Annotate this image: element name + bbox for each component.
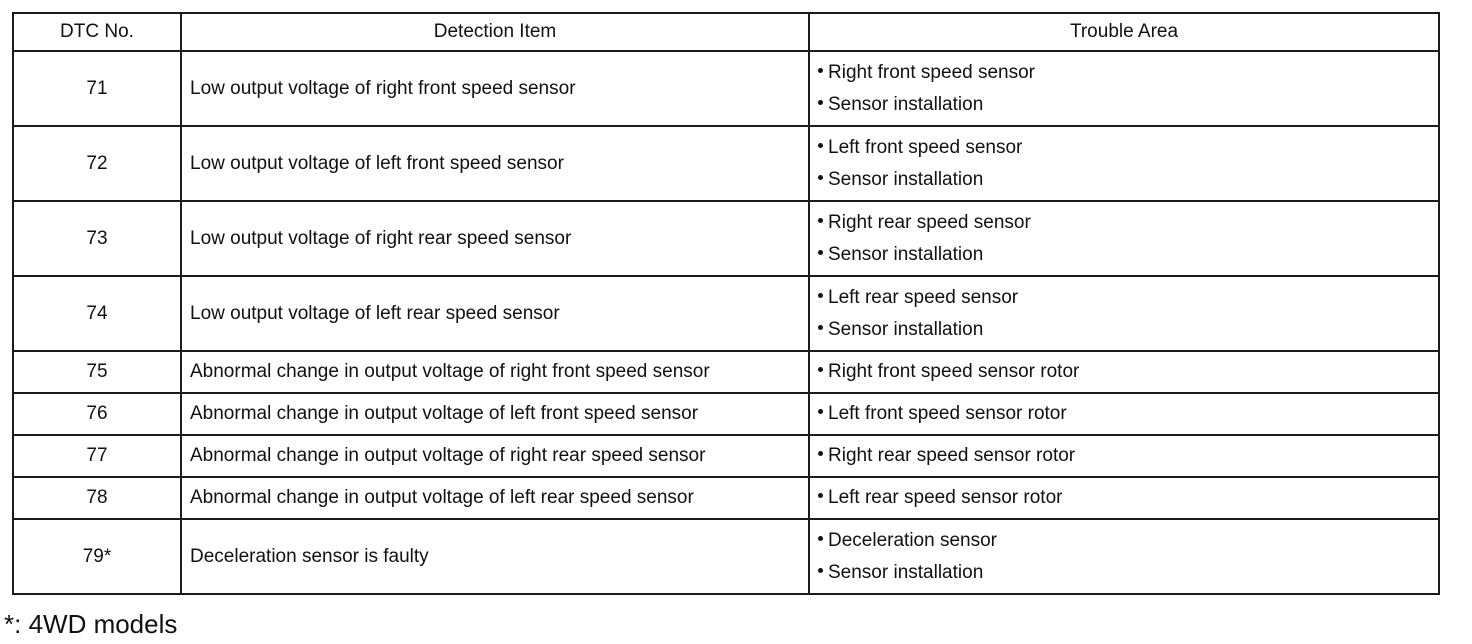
- dtc-code-cell: 75: [13, 351, 181, 393]
- trouble-area-text: Sensor installation: [828, 561, 984, 583]
- detection-item-cell: Low output voltage of right front speed sensor: [181, 51, 809, 126]
- table-row: [13, 126, 1439, 201]
- table-row: [13, 201, 1439, 276]
- detection-item-cell: Abnormal change in output voltage of right rear speed sensor: [181, 435, 809, 477]
- trouble-area-entry: [818, 57, 1430, 89]
- bullet-icon: [818, 68, 823, 73]
- table-row: [13, 351, 1439, 393]
- table-row: [13, 276, 1439, 351]
- bullet-icon: [818, 409, 823, 414]
- trouble-area-text: Left front speed sensor: [828, 136, 1023, 158]
- trouble-area-cell: [809, 276, 1439, 351]
- trouble-area-cell: [809, 201, 1439, 276]
- trouble-area-entry: [818, 314, 1430, 346]
- bullet-icon: [818, 143, 823, 148]
- dtc-code-cell: 73: [13, 201, 181, 276]
- trouble-area-entry: [818, 440, 1430, 472]
- table-row: [13, 477, 1439, 519]
- bullet-icon: [818, 100, 823, 105]
- bullet-icon: [818, 493, 823, 498]
- detection-item-cell: Low output voltage of left front speed sensor: [181, 126, 809, 201]
- trouble-area-entry: [818, 89, 1430, 121]
- trouble-area-entry: [818, 282, 1430, 314]
- bullet-icon: [818, 218, 823, 223]
- bullet-icon: [818, 536, 823, 541]
- table-row: [13, 51, 1439, 126]
- trouble-area-text: Right rear speed sensor rotor: [828, 445, 1076, 466]
- table-header-row: [13, 13, 1439, 51]
- detection-item-cell: Abnormal change in output voltage of left front speed sensor: [181, 393, 809, 435]
- trouble-area-entry: [818, 132, 1430, 164]
- bullet-icon: [818, 367, 823, 372]
- trouble-area-entry: [818, 557, 1430, 589]
- table-row: [13, 393, 1439, 435]
- trouble-area-cell: [809, 351, 1439, 393]
- trouble-area-text: Right front speed sensor: [828, 61, 1036, 83]
- dtc-code-cell: 78: [13, 477, 181, 519]
- trouble-area-text: Right rear speed sensor: [828, 211, 1031, 233]
- bullet-icon: [818, 250, 823, 255]
- trouble-area-entry: [818, 482, 1430, 514]
- trouble-area-text: Right front speed sensor rotor: [828, 361, 1080, 382]
- trouble-area-text: Deceleration sensor: [828, 529, 997, 551]
- table-row: [13, 519, 1439, 594]
- trouble-area-text: Left rear speed sensor rotor: [828, 487, 1063, 508]
- trouble-area-text: Sensor installation: [828, 168, 984, 190]
- dtc-code-cell: 74: [13, 276, 181, 351]
- trouble-area-entry: [818, 356, 1430, 388]
- header-detection-item: Detection Item: [181, 13, 809, 51]
- trouble-area-entry: [818, 164, 1430, 196]
- dtc-code-cell: 76: [13, 393, 181, 435]
- dtc-code-cell: 72: [13, 126, 181, 201]
- dtc-table: [12, 12, 1440, 595]
- bullet-icon: [818, 293, 823, 298]
- detection-item-cell: Low output voltage of left rear speed sensor: [181, 276, 809, 351]
- footnote: *: 4WD models: [4, 609, 178, 639]
- trouble-area-cell: [809, 477, 1439, 519]
- trouble-area-text: Left rear speed sensor: [828, 286, 1019, 308]
- table-row: [13, 435, 1439, 477]
- trouble-area-cell: [809, 435, 1439, 477]
- trouble-area-entry: [818, 207, 1430, 239]
- trouble-area-text: Sensor installation: [828, 243, 984, 265]
- trouble-area-cell: [809, 126, 1439, 201]
- trouble-area-cell: [809, 51, 1439, 126]
- bullet-icon: [818, 451, 823, 456]
- detection-item-cell: Abnormal change in output voltage of right front speed sensor: [181, 351, 809, 393]
- bullet-icon: [818, 568, 823, 573]
- bullet-icon: [818, 325, 823, 330]
- trouble-area-text: Left front speed sensor rotor: [828, 403, 1067, 424]
- trouble-area-text: Sensor installation: [828, 93, 984, 115]
- detection-item-cell: Low output voltage of right rear speed sensor: [181, 201, 809, 276]
- trouble-area-entry: [818, 239, 1430, 271]
- detection-item-cell: Deceleration sensor is faulty: [181, 519, 809, 594]
- trouble-area-cell: [809, 519, 1439, 594]
- detection-item-cell: Abnormal change in output voltage of left rear speed sensor: [181, 477, 809, 519]
- trouble-area-cell: [809, 393, 1439, 435]
- dtc-code-cell: 79*: [13, 519, 181, 594]
- trouble-area-entry: [818, 398, 1430, 430]
- header-trouble-area: Trouble Area: [809, 13, 1439, 51]
- bullet-icon: [818, 175, 823, 180]
- dtc-code-cell: 77: [13, 435, 181, 477]
- trouble-area-text: Sensor installation: [828, 318, 984, 340]
- header-dtc-no: DTC No.: [13, 13, 181, 51]
- dtc-code-cell: 71: [13, 51, 181, 126]
- trouble-area-entry: [818, 525, 1430, 557]
